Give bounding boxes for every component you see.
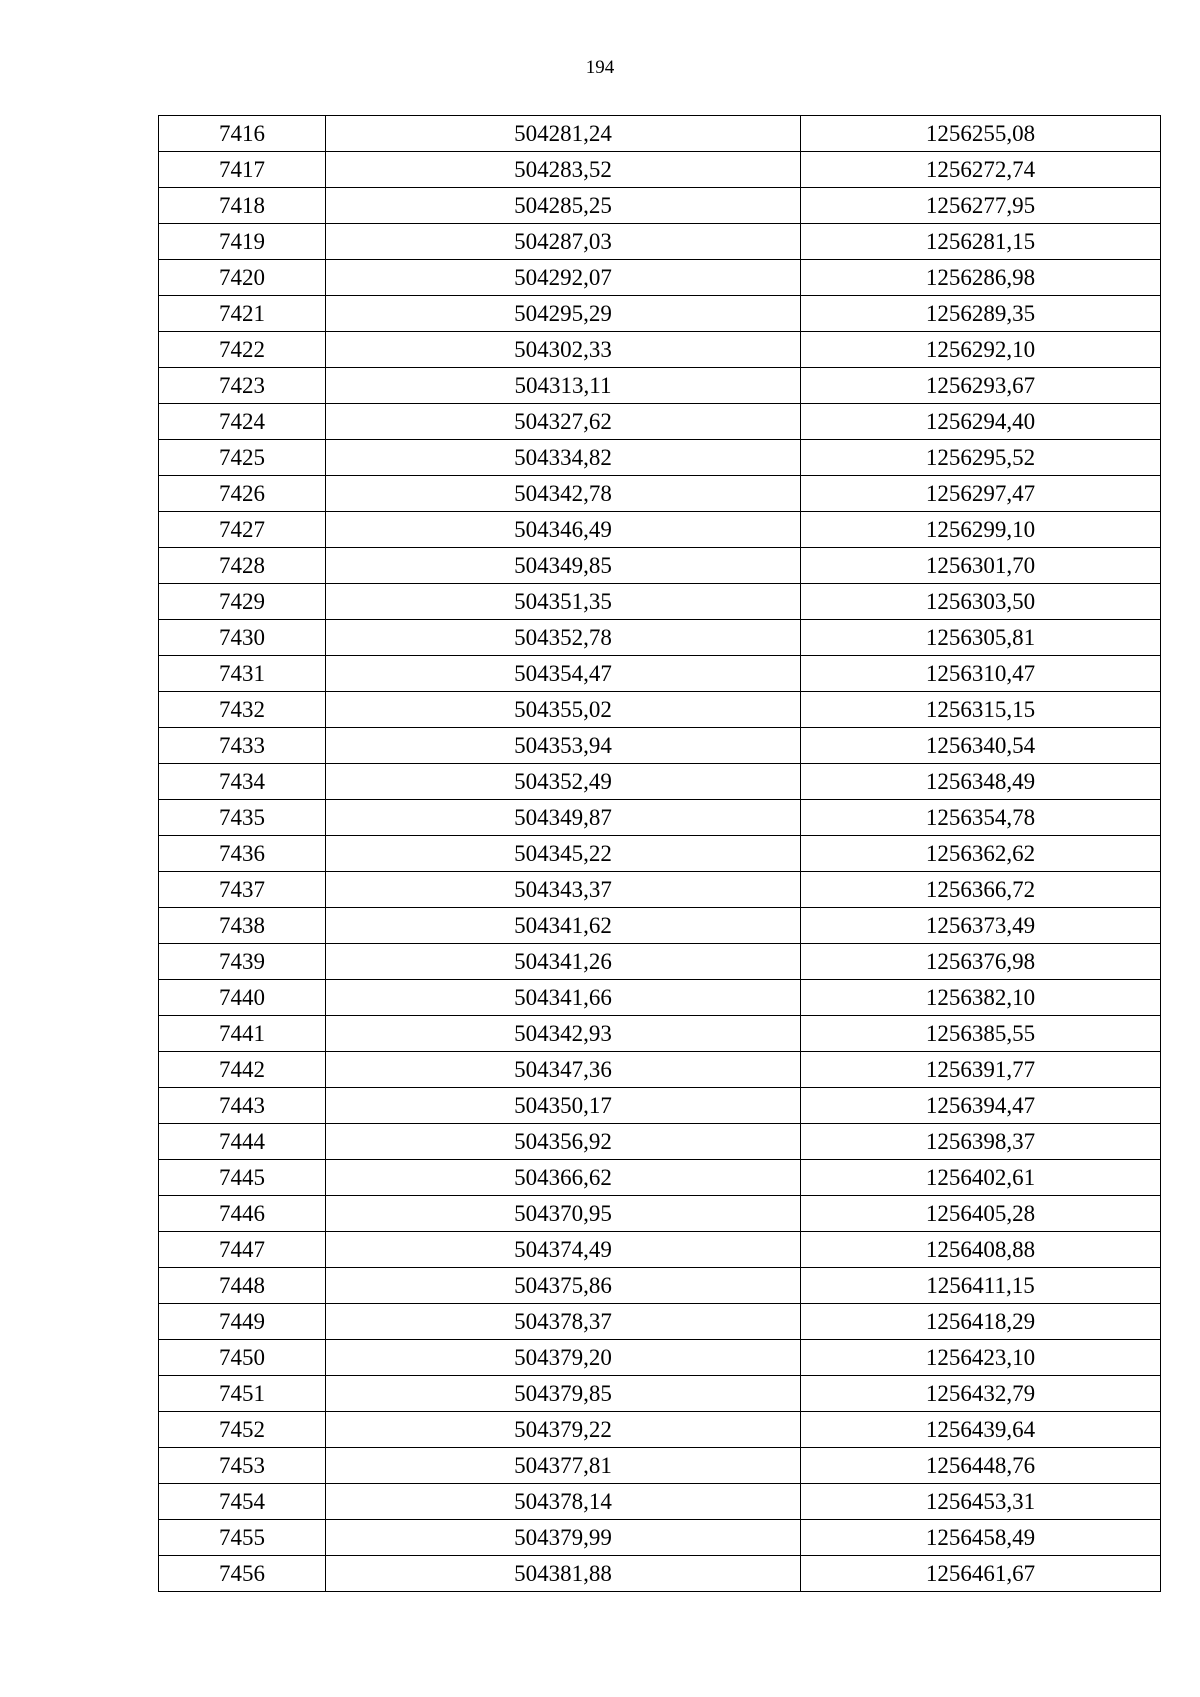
point-number-cell: 7417 [159, 152, 326, 188]
x-coordinate-cell: 504370,95 [326, 1196, 801, 1232]
y-coordinate-cell: 1256362,62 [801, 836, 1161, 872]
y-coordinate-cell: 1256448,76 [801, 1448, 1161, 1484]
table-row [159, 1376, 1161, 1412]
y-coordinate-cell: 1256405,28 [801, 1196, 1161, 1232]
y-coordinate-cell: 1256382,10 [801, 980, 1161, 1016]
table-row [159, 692, 1161, 728]
x-coordinate-cell: 504346,49 [326, 512, 801, 548]
y-coordinate-cell: 1256292,10 [801, 332, 1161, 368]
x-coordinate-cell: 504379,99 [326, 1520, 801, 1556]
table-row [159, 1232, 1161, 1268]
point-number-cell: 7453 [159, 1448, 326, 1484]
y-coordinate-cell: 1256439,64 [801, 1412, 1161, 1448]
point-number-cell: 7416 [159, 116, 326, 152]
y-coordinate-cell: 1256418,29 [801, 1304, 1161, 1340]
table-row [159, 1484, 1161, 1520]
table-row [159, 224, 1161, 260]
y-coordinate-cell: 1256303,50 [801, 584, 1161, 620]
table-row [159, 1160, 1161, 1196]
table-row [159, 116, 1161, 152]
point-number-cell: 7429 [159, 584, 326, 620]
table-row [159, 332, 1161, 368]
point-number-cell: 7441 [159, 1016, 326, 1052]
point-number-cell: 7446 [159, 1196, 326, 1232]
y-coordinate-cell: 1256305,81 [801, 620, 1161, 656]
x-coordinate-cell: 504281,24 [326, 116, 801, 152]
point-number-cell: 7447 [159, 1232, 326, 1268]
point-number-cell: 7451 [159, 1376, 326, 1412]
table-row [159, 1268, 1161, 1304]
x-coordinate-cell: 504375,86 [326, 1268, 801, 1304]
y-coordinate-cell: 1256299,10 [801, 512, 1161, 548]
table-row [159, 908, 1161, 944]
y-coordinate-cell: 1256293,67 [801, 368, 1161, 404]
x-coordinate-cell: 504283,52 [326, 152, 801, 188]
y-coordinate-cell: 1256272,74 [801, 152, 1161, 188]
point-number-cell: 7454 [159, 1484, 326, 1520]
x-coordinate-cell: 504342,93 [326, 1016, 801, 1052]
x-coordinate-cell: 504341,62 [326, 908, 801, 944]
point-number-cell: 7443 [159, 1088, 326, 1124]
y-coordinate-cell: 1256340,54 [801, 728, 1161, 764]
point-number-cell: 7436 [159, 836, 326, 872]
table-row [159, 584, 1161, 620]
point-number-cell: 7448 [159, 1268, 326, 1304]
x-coordinate-cell: 504378,14 [326, 1484, 801, 1520]
x-coordinate-cell: 504349,87 [326, 800, 801, 836]
y-coordinate-cell: 1256453,31 [801, 1484, 1161, 1520]
table-row [159, 404, 1161, 440]
point-number-cell: 7445 [159, 1160, 326, 1196]
point-number-cell: 7425 [159, 440, 326, 476]
table-row [159, 1016, 1161, 1052]
y-coordinate-cell: 1256385,55 [801, 1016, 1161, 1052]
x-coordinate-cell: 504295,29 [326, 296, 801, 332]
y-coordinate-cell: 1256315,15 [801, 692, 1161, 728]
x-coordinate-cell: 504366,62 [326, 1160, 801, 1196]
point-number-cell: 7428 [159, 548, 326, 584]
y-coordinate-cell: 1256286,98 [801, 260, 1161, 296]
point-number-cell: 7450 [159, 1340, 326, 1376]
x-coordinate-cell: 504352,78 [326, 620, 801, 656]
x-coordinate-cell: 504341,26 [326, 944, 801, 980]
table-row [159, 440, 1161, 476]
table-row [159, 728, 1161, 764]
point-number-cell: 7449 [159, 1304, 326, 1340]
table-row [159, 1088, 1161, 1124]
point-number-cell: 7420 [159, 260, 326, 296]
point-number-cell: 7455 [159, 1520, 326, 1556]
y-coordinate-cell: 1256366,72 [801, 872, 1161, 908]
x-coordinate-cell: 504381,88 [326, 1556, 801, 1592]
table-row [159, 656, 1161, 692]
x-coordinate-cell: 504302,33 [326, 332, 801, 368]
table-row [159, 872, 1161, 908]
table-row [159, 620, 1161, 656]
x-coordinate-cell: 504327,62 [326, 404, 801, 440]
x-coordinate-cell: 504379,22 [326, 1412, 801, 1448]
x-coordinate-cell: 504313,11 [326, 368, 801, 404]
point-number-cell: 7456 [159, 1556, 326, 1592]
point-number-cell: 7430 [159, 620, 326, 656]
y-coordinate-cell: 1256277,95 [801, 188, 1161, 224]
point-number-cell: 7434 [159, 764, 326, 800]
x-coordinate-cell: 504345,22 [326, 836, 801, 872]
x-coordinate-cell: 504353,94 [326, 728, 801, 764]
coordinates-table [158, 115, 1161, 1592]
table-row [159, 1340, 1161, 1376]
x-coordinate-cell: 504343,37 [326, 872, 801, 908]
y-coordinate-cell: 1256294,40 [801, 404, 1161, 440]
x-coordinate-cell: 504351,35 [326, 584, 801, 620]
table-row [159, 1124, 1161, 1160]
y-coordinate-cell: 1256376,98 [801, 944, 1161, 980]
table-row [159, 1196, 1161, 1232]
table-row [159, 260, 1161, 296]
y-coordinate-cell: 1256411,15 [801, 1268, 1161, 1304]
x-coordinate-cell: 504378,37 [326, 1304, 801, 1340]
y-coordinate-cell: 1256301,70 [801, 548, 1161, 584]
table-row [159, 368, 1161, 404]
x-coordinate-cell: 504342,78 [326, 476, 801, 512]
point-number-cell: 7432 [159, 692, 326, 728]
y-coordinate-cell: 1256391,77 [801, 1052, 1161, 1088]
table-row [159, 296, 1161, 332]
x-coordinate-cell: 504355,02 [326, 692, 801, 728]
y-coordinate-cell: 1256297,47 [801, 476, 1161, 512]
x-coordinate-cell: 504379,20 [326, 1340, 801, 1376]
table-row [159, 476, 1161, 512]
y-coordinate-cell: 1256281,15 [801, 224, 1161, 260]
table-row [159, 764, 1161, 800]
x-coordinate-cell: 504341,66 [326, 980, 801, 1016]
y-coordinate-cell: 1256408,88 [801, 1232, 1161, 1268]
y-coordinate-cell: 1256402,61 [801, 1160, 1161, 1196]
y-coordinate-cell: 1256255,08 [801, 116, 1161, 152]
table-row [159, 836, 1161, 872]
point-number-cell: 7422 [159, 332, 326, 368]
table-row [159, 1520, 1161, 1556]
x-coordinate-cell: 504347,36 [326, 1052, 801, 1088]
table-row [159, 188, 1161, 224]
table-row [159, 1448, 1161, 1484]
x-coordinate-cell: 504285,25 [326, 188, 801, 224]
table-row [159, 980, 1161, 1016]
point-number-cell: 7419 [159, 224, 326, 260]
x-coordinate-cell: 504377,81 [326, 1448, 801, 1484]
table-row [159, 1556, 1161, 1592]
x-coordinate-cell: 504356,92 [326, 1124, 801, 1160]
point-number-cell: 7431 [159, 656, 326, 692]
point-number-cell: 7442 [159, 1052, 326, 1088]
table-row [159, 1412, 1161, 1448]
point-number-cell: 7435 [159, 800, 326, 836]
y-coordinate-cell: 1256289,35 [801, 296, 1161, 332]
table-row [159, 1304, 1161, 1340]
table-row [159, 548, 1161, 584]
page-number: 194 [585, 57, 615, 78]
coordinates-table-body [159, 116, 1161, 1592]
point-number-cell: 7439 [159, 944, 326, 980]
point-number-cell: 7427 [159, 512, 326, 548]
x-coordinate-cell: 504349,85 [326, 548, 801, 584]
x-coordinate-cell: 504334,82 [326, 440, 801, 476]
y-coordinate-cell: 1256461,67 [801, 1556, 1161, 1592]
table-row [159, 1052, 1161, 1088]
y-coordinate-cell: 1256348,49 [801, 764, 1161, 800]
point-number-cell: 7426 [159, 476, 326, 512]
y-coordinate-cell: 1256432,79 [801, 1376, 1161, 1412]
point-number-cell: 7423 [159, 368, 326, 404]
x-coordinate-cell: 504287,03 [326, 224, 801, 260]
point-number-cell: 7418 [159, 188, 326, 224]
point-number-cell: 7421 [159, 296, 326, 332]
point-number-cell: 7444 [159, 1124, 326, 1160]
y-coordinate-cell: 1256423,10 [801, 1340, 1161, 1376]
x-coordinate-cell: 504292,07 [326, 260, 801, 296]
y-coordinate-cell: 1256458,49 [801, 1520, 1161, 1556]
x-coordinate-cell: 504374,49 [326, 1232, 801, 1268]
table-row [159, 152, 1161, 188]
table-row [159, 512, 1161, 548]
y-coordinate-cell: 1256310,47 [801, 656, 1161, 692]
y-coordinate-cell: 1256394,47 [801, 1088, 1161, 1124]
point-number-cell: 7424 [159, 404, 326, 440]
point-number-cell: 7452 [159, 1412, 326, 1448]
y-coordinate-cell: 1256373,49 [801, 908, 1161, 944]
table-row [159, 944, 1161, 980]
x-coordinate-cell: 504379,85 [326, 1376, 801, 1412]
table-row [159, 800, 1161, 836]
y-coordinate-cell: 1256354,78 [801, 800, 1161, 836]
y-coordinate-cell: 1256295,52 [801, 440, 1161, 476]
point-number-cell: 7438 [159, 908, 326, 944]
point-number-cell: 7440 [159, 980, 326, 1016]
point-number-cell: 7433 [159, 728, 326, 764]
x-coordinate-cell: 504352,49 [326, 764, 801, 800]
x-coordinate-cell: 504354,47 [326, 656, 801, 692]
x-coordinate-cell: 504350,17 [326, 1088, 801, 1124]
y-coordinate-cell: 1256398,37 [801, 1124, 1161, 1160]
point-number-cell: 7437 [159, 872, 326, 908]
